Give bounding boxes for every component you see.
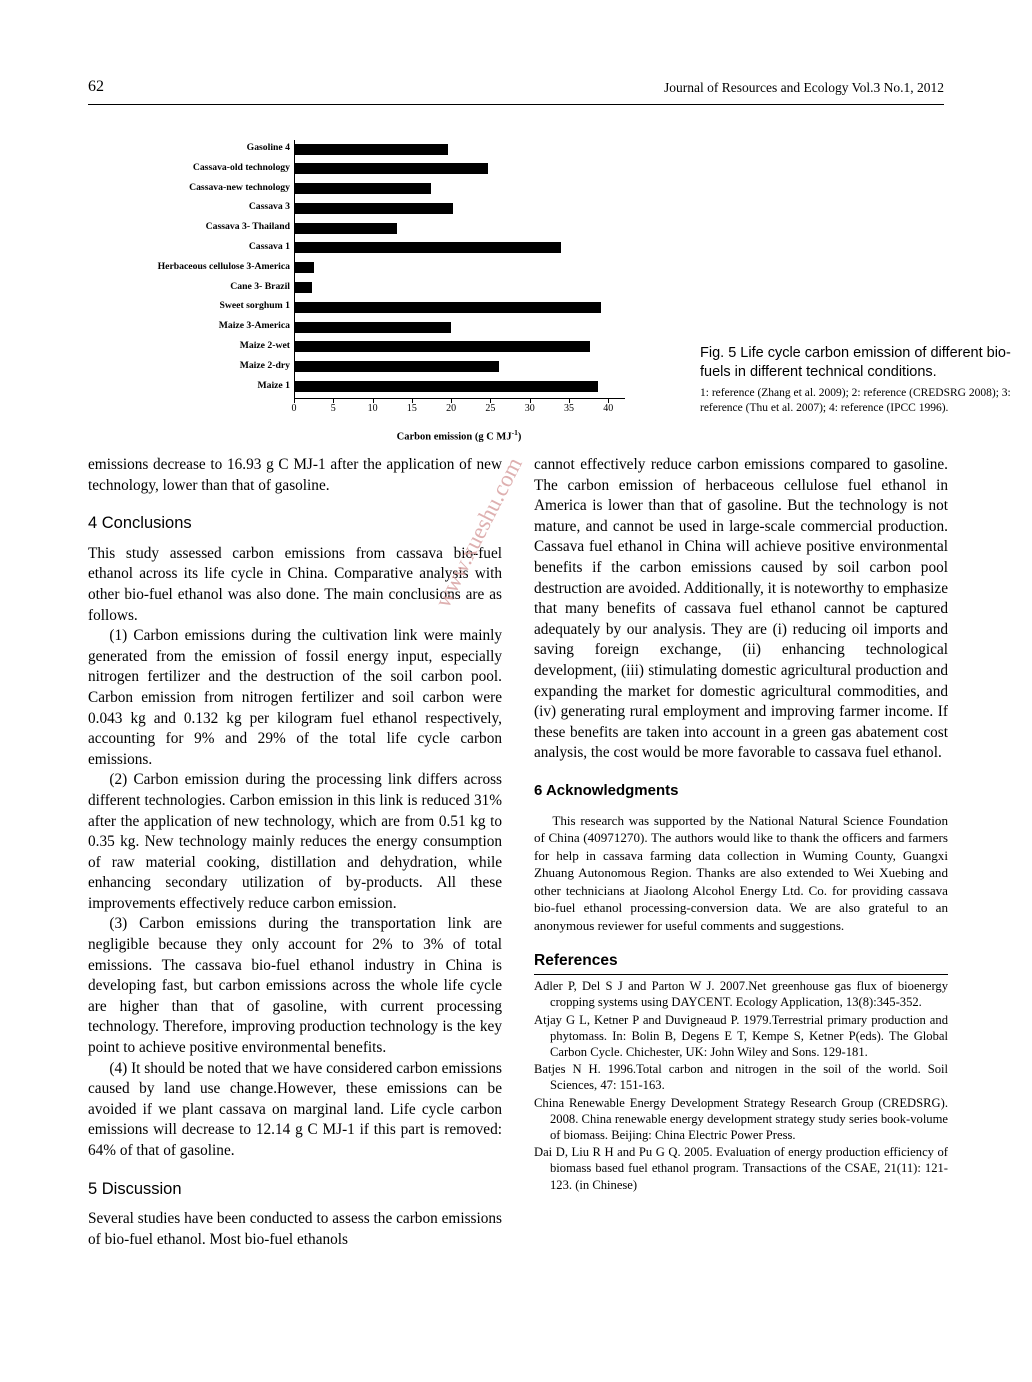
- chart-axis-title: [294, 428, 624, 443]
- chart-bar-label: Cassava 3- Thailand: [205, 221, 290, 233]
- chart-bar: [295, 341, 590, 352]
- chart-bar-row: [218, 318, 625, 338]
- paragraph-conclusion-4: (4) It should be noted that we have considered carbon emissions caused by land use change.However, these emissions can be avoided if we plant cassava on marginal land. Life cycle carbon emissions will decrease to 12.14 g C MJ-1 if this part is removed: 64% of that of gasoline.: [88, 1059, 502, 1159]
- chart-bar: [295, 381, 598, 392]
- chart-x-axis: [291, 398, 624, 428]
- chart-bar-label: Cassava 3: [248, 201, 290, 213]
- chart-bar-row: [219, 298, 625, 318]
- chart-bar: [295, 144, 448, 155]
- chart-bar-label: Maize 2-dry: [239, 359, 290, 371]
- chart-axis-tick-label: 5: [330, 403, 336, 414]
- chart-bar: [295, 262, 314, 273]
- axis-title-text: Carbon emission (g C MJ: [396, 431, 512, 443]
- chart-bar-label: Cassava 1: [248, 240, 290, 252]
- chart-bar-label: Maize 1: [257, 379, 290, 391]
- chart-axis-tick-label: 20: [446, 403, 457, 414]
- chart-bar: [295, 242, 561, 253]
- chart-bar: [295, 223, 397, 234]
- watermark-text: www.xueshu.com: [430, 453, 527, 612]
- chart-axis-tick-label: 30: [524, 403, 535, 414]
- reference-list: [534, 978, 948, 1193]
- chart-bar-row: [239, 358, 625, 378]
- chart-bar-row: [246, 140, 625, 160]
- heading-discussion: 5 Discussion: [88, 1179, 182, 1198]
- chart-bar-label: Maize 2-wet: [239, 339, 290, 351]
- chart-bar-row: [257, 378, 625, 398]
- chart-bar: [295, 282, 312, 293]
- chart-bar-label: Herbaceous cellulose 3-America: [157, 260, 290, 272]
- chart-bar-label: Cassava-old technology: [192, 161, 290, 173]
- reference-item: Adler P, Del S J and Parton W J. 2007.Net greenhouse gas flux of bioenergy cropping systems using DAYCENT. Ecology Application, 13(8):345-352.: [534, 979, 948, 1010]
- paragraph-conclusion-1: (1) Carbon emissions during the cultivation link were mainly generated from the emission of fossil energy input, especially nitrogen fertilizer and the destruction of the soil carbon pool. Carbon emission from nitrogen fertilizer and soil carbon were 0.043 kg and 0.132 kg per kilogram fuel ethanol respectively, accounting for 9% and 29% of the total life cycle carbon emissions.: [88, 627, 502, 768]
- paragraph-conclusion-3: (3) Carbon emissions during the transportation link are negligible because they only account for 2% to 3% of total emissions. The cassava bio-fuel ethanol industry in China is developing fast, but carbon emissions across the whole life cycle are higher than that of gasoline, with current processing technology. Therefore, improving production technology is the key point to achieve positive environmental benefits.: [88, 915, 502, 1057]
- heading-acknowledgments: 6 Acknowledgments: [534, 781, 679, 799]
- journal-citation: Journal of Resources and Ecology Vol.3 No.1, 2012: [664, 80, 944, 95]
- chart-bar-row: [230, 279, 625, 299]
- paragraph-discussion-cont: cannot effectively reduce carbon emissions compared to gasoline. The carbon emission of herbaceous cellulose fuel ethanol in America is lower than that of gasoline. But the technology is not mature, and cannot be used in large-scale commercial production. Cassava fuel ethanol in China will achieve positive environmental benefits if the carbon emissions caused by soil carbon pool destruction are avoided. Additionally, it is noteworthy to emphasize that many benefits of cassava fuel ethanol cannot be captured adequately by our analysis. They are (i) reducing oil imports and saving foreign exchange, (ii) enhancing technological development, (iii) stimulating domestic agricultural production and expanding the market for domestic agricultural commodities, and (iv) generating rural employment and improving farmer income. If these benefits are taken into account in a green gas abatement cost analysis, the cost would be more favorable to cassava fuel ethanol.: [534, 456, 948, 762]
- chart-bar-label: Maize 3-America: [218, 320, 290, 332]
- reference-item: Atjay G L, Ketner P and Duvigneaud P. 1979.Terrestrial primary production and phytomass. In: Bolin B, Degens E T, Kempe S, Ketner P(eds). The Global Carbon Cycle. Chichester, UK: John Wiley and Sons. 129-181.: [534, 1012, 948, 1060]
- page-number: 62: [88, 78, 104, 95]
- chart-bar: [295, 163, 488, 174]
- paragraph-conclusion-2: (2) Carbon emission during the processing link differs across different technologies. Carbon emission in this link is reduced 31% after the application of new technology, which are from 0.51 kg to 0.35 kg. New technology mainly reduces the energy consumption of raw material cooking, distillation and dehydration, while enhancing secondary utilization of by-products. All these improvements effectively reduce carbon emission.: [88, 771, 502, 912]
- chart-bar-row: [205, 219, 625, 239]
- chart-bar-label: Sweet sorghum 1: [219, 300, 290, 312]
- paragraph-conclusions-intro: This study assessed carbon emissions from cassava bio-fuel ethanol across its life cycle in China. Comparative analysis with other bio-fuel ethanol was also done. The main conclusions are as follows.: [88, 544, 502, 624]
- page-header: [88, 78, 944, 96]
- chart-axis-tick-label: 0: [291, 403, 297, 414]
- paragraph-acknowledgments: This research was supported by the National Natural Science Foundation of China (40971270). The authors would like to thank the officers and farmers for help in cassava farming data collection in Wuming County, Guangxi Zhuang Autonomous Region. Thanks are also extended to Wei Xuebing and other technicians at Jiaolong Alcohol Energy Ltd. Co. for providing cassava bio-fuel ethanol processing-conversion data. We are also grateful to an anonymous reviewer for useful comments and suggestions.: [534, 812, 948, 934]
- chart-bar-row: [239, 338, 625, 358]
- figure-caption-note: 1: reference (Zhang et al. 2009); 2: reference (CREDSRG 2008); 3: reference (Thu et al. 2007); 4: reference (IPCC 1996).: [700, 387, 1011, 414]
- chart-bar-label: Cane 3- Brazil: [230, 280, 290, 292]
- chart-axis-tick-label: 15: [406, 403, 417, 414]
- chart-axis-tick-label: 40: [603, 403, 614, 414]
- chart-bar: [295, 322, 451, 333]
- figure-5: [88, 126, 1011, 446]
- chart-bar: [295, 361, 499, 372]
- chart-bar-row: [192, 160, 625, 180]
- chart-bar-row: [248, 239, 625, 259]
- chart-bar-row: [248, 199, 625, 219]
- left-text-column: [88, 455, 502, 1250]
- axis-title-end: ): [517, 431, 522, 443]
- chart-axis-tick-label: 25: [485, 403, 496, 414]
- paragraph-intro: emissions decrease to 16.93 g C MJ-1 after the application of new technology, lower than that of gasoline.: [88, 456, 502, 494]
- bar-chart: [108, 132, 638, 442]
- chart-bar-row: [189, 180, 625, 200]
- paragraph-discussion: Several studies have been conducted to assess the carbon emissions of bio-fuel ethanol. Most bio-fuel ethanols: [88, 1210, 502, 1248]
- right-text-column: [534, 455, 948, 1194]
- chart-axis-tick-label: 35: [564, 403, 574, 414]
- figure-caption-title: Fig. 5 Life cycle carbon emission of different bio-fuels in different technical conditions.: [700, 345, 1011, 380]
- figure-caption: [700, 344, 1020, 416]
- reference-item: Dai D, Liu R H and Pu G Q. 2005. Evaluation of energy production efficiency of biomass based fuel ethanol program. Transactions of the CSAE, 21(11): 121-123. (in Chinese): [534, 1145, 948, 1192]
- reference-item: China Renewable Energy Development Strategy Research Group (CREDSRG). 2008. China renewable energy development strategy study series book-volume of biomass. Beijing: China Electric Power Press.: [534, 1095, 948, 1143]
- chart-bar: [295, 203, 453, 214]
- heading-references: References: [534, 951, 948, 976]
- chart-bar-label: Gasoline 4: [246, 142, 290, 153]
- heading-conclusions: 4 Conclusions: [88, 514, 192, 533]
- chart-bar: [295, 183, 431, 194]
- reference-item: Batjes N H. 1996.Total carbon and nitrogen in the soil of the world. Soil Sciences, 47: 151-163.: [534, 1062, 948, 1093]
- chart-plot-area: [157, 140, 625, 399]
- chart-bar: [295, 302, 601, 313]
- chart-bar-row: [157, 259, 625, 279]
- header-divider: [88, 104, 944, 105]
- chart-bar-label: Cassava-new technology: [189, 181, 290, 193]
- axis-title-sup: -1: [511, 428, 518, 437]
- chart-axis-tick-label: 10: [367, 403, 378, 414]
